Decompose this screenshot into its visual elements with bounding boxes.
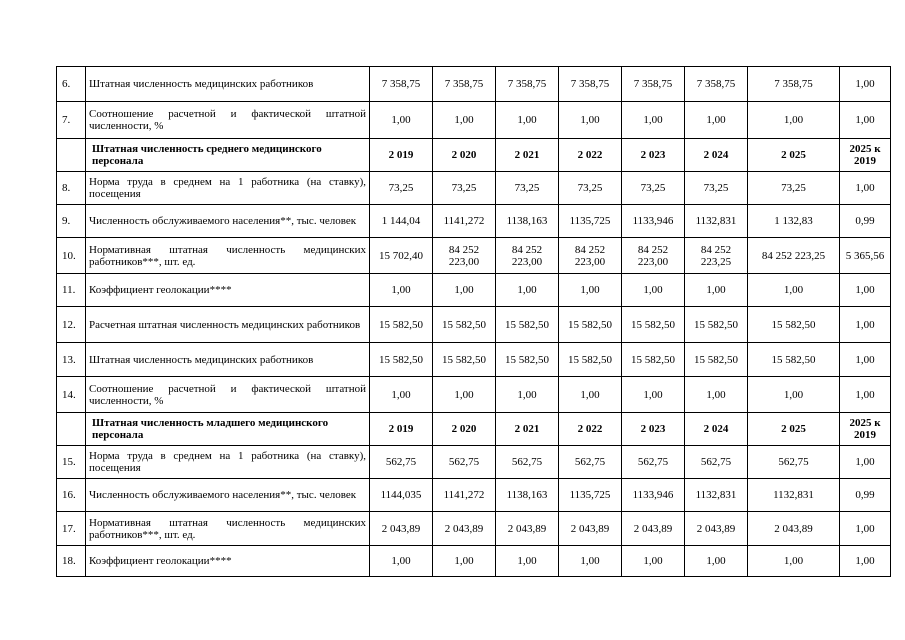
value-cell: 15 582,50 <box>433 343 496 377</box>
table-row <box>57 446 891 479</box>
value-cell: 1,00 <box>685 274 748 307</box>
value-cell: 7 358,75 <box>748 67 840 102</box>
year-header-cell: 2 019 <box>370 139 433 172</box>
value-cell: 1132,831 <box>685 205 748 238</box>
value-cell: 2 043,89 <box>370 512 433 546</box>
value-cell: 1,00 <box>559 377 622 413</box>
value-cell: 1,00 <box>433 274 496 307</box>
value-cell: 1,00 <box>840 307 891 343</box>
value-cell: 84 252 223,00 <box>433 238 496 274</box>
value-cell: 1,00 <box>748 377 840 413</box>
row-label: Соотношение расчетной и фактической штатной численности, % <box>86 377 370 413</box>
value-cell: 15 702,40 <box>370 238 433 274</box>
row-number: 16. <box>57 479 86 512</box>
value-cell: 84 252 223,00 <box>559 238 622 274</box>
value-cell: 1,00 <box>370 102 433 139</box>
value-cell: 15 582,50 <box>685 343 748 377</box>
value-cell: 1,00 <box>370 274 433 307</box>
table-row <box>57 343 891 377</box>
year-header-cell: 2 023 <box>622 413 685 446</box>
value-cell: 1,00 <box>433 546 496 577</box>
row-number: 13. <box>57 343 86 377</box>
value-cell: 7 358,75 <box>496 67 559 102</box>
value-cell: 1,00 <box>748 274 840 307</box>
value-cell: 1,00 <box>496 546 559 577</box>
value-cell: 1,00 <box>840 546 891 577</box>
year-header-cell: 2025 к 2019 <box>840 413 891 446</box>
value-cell: 562,75 <box>622 446 685 479</box>
value-cell: 2 043,89 <box>622 512 685 546</box>
year-header-cell: 2 020 <box>433 139 496 172</box>
value-cell: 2 043,89 <box>496 512 559 546</box>
value-cell: 1,00 <box>370 377 433 413</box>
value-cell: 1141,272 <box>433 205 496 238</box>
value-cell: 1132,831 <box>685 479 748 512</box>
table-row <box>57 274 891 307</box>
value-cell: 1135,725 <box>559 205 622 238</box>
row-number <box>57 413 86 446</box>
value-cell: 1,00 <box>840 172 891 205</box>
value-cell: 7 358,75 <box>685 67 748 102</box>
value-cell: 7 358,75 <box>622 67 685 102</box>
year-header-cell: 2 025 <box>748 413 840 446</box>
value-cell: 1,00 <box>840 512 891 546</box>
value-cell: 73,25 <box>370 172 433 205</box>
value-cell: 1138,163 <box>496 479 559 512</box>
value-cell: 1,00 <box>433 377 496 413</box>
value-cell: 1,00 <box>685 546 748 577</box>
row-label: Соотношение расчетной и фактической штатной численности, % <box>86 102 370 139</box>
value-cell: 0,99 <box>840 479 891 512</box>
value-cell: 1,00 <box>840 274 891 307</box>
row-label: Нормативная штатная численность медицинских работников***, шт. ед. <box>86 238 370 274</box>
value-cell: 1 144,04 <box>370 205 433 238</box>
row-label: Численность обслуживаемого населения**, тыс. человек <box>86 479 370 512</box>
value-cell: 1,00 <box>496 102 559 139</box>
row-label: Нормативная штатная численность медицинских работников***, шт. ед. <box>86 512 370 546</box>
table-row <box>57 205 891 238</box>
year-header-cell: 2025 к 2019 <box>840 139 891 172</box>
table-header-row <box>57 413 891 446</box>
row-number: 14. <box>57 377 86 413</box>
row-number: 12. <box>57 307 86 343</box>
value-cell: 562,75 <box>433 446 496 479</box>
row-number: 10. <box>57 238 86 274</box>
row-label: Штатная численность медицинских работников <box>86 67 370 102</box>
year-header-cell: 2 021 <box>496 413 559 446</box>
value-cell: 15 582,50 <box>370 307 433 343</box>
year-header-cell: 2 024 <box>685 413 748 446</box>
value-cell: 15 582,50 <box>433 307 496 343</box>
value-cell: 562,75 <box>748 446 840 479</box>
value-cell: 1,00 <box>559 274 622 307</box>
value-cell: 15 582,50 <box>685 307 748 343</box>
value-cell: 73,25 <box>685 172 748 205</box>
value-cell: 562,75 <box>496 446 559 479</box>
value-cell: 5 365,56 <box>840 238 891 274</box>
value-cell: 1144,035 <box>370 479 433 512</box>
value-cell: 1,00 <box>622 546 685 577</box>
staffing-table <box>56 66 891 577</box>
value-cell: 15 582,50 <box>559 307 622 343</box>
row-label: Расчетная штатная численность медицинских работников <box>86 307 370 343</box>
table-row <box>57 102 891 139</box>
value-cell: 1133,946 <box>622 479 685 512</box>
row-label: Коэффициент геолокации**** <box>86 274 370 307</box>
value-cell: 73,25 <box>496 172 559 205</box>
table-body <box>57 67 891 577</box>
year-header-cell: 2 022 <box>559 413 622 446</box>
value-cell: 562,75 <box>559 446 622 479</box>
value-cell: 84 252 223,00 <box>622 238 685 274</box>
table-row <box>57 172 891 205</box>
value-cell: 0,99 <box>840 205 891 238</box>
value-cell: 1,00 <box>685 102 748 139</box>
value-cell: 1,00 <box>840 377 891 413</box>
value-cell: 1133,946 <box>622 205 685 238</box>
table-row <box>57 546 891 577</box>
row-label: Численность обслуживаемого населения**, тыс. человек <box>86 205 370 238</box>
value-cell: 15 582,50 <box>559 343 622 377</box>
row-number: 15. <box>57 446 86 479</box>
row-number: 9. <box>57 205 86 238</box>
value-cell: 1,00 <box>622 102 685 139</box>
table-row <box>57 377 891 413</box>
value-cell: 1141,272 <box>433 479 496 512</box>
table-row <box>57 238 891 274</box>
row-label: Штатная численность младшего медицинского персонала <box>86 413 370 446</box>
value-cell: 73,25 <box>622 172 685 205</box>
value-cell: 73,25 <box>559 172 622 205</box>
value-cell: 1,00 <box>559 546 622 577</box>
value-cell: 15 582,50 <box>370 343 433 377</box>
year-header-cell: 2 024 <box>685 139 748 172</box>
row-label: Штатная численность среднего медицинского персонала <box>86 139 370 172</box>
row-number: 8. <box>57 172 86 205</box>
value-cell: 1,00 <box>748 546 840 577</box>
value-cell: 1,00 <box>496 377 559 413</box>
year-header-cell: 2 025 <box>748 139 840 172</box>
value-cell: 1132,831 <box>748 479 840 512</box>
value-cell: 1,00 <box>622 377 685 413</box>
row-number: 17. <box>57 512 86 546</box>
value-cell: 1,00 <box>840 343 891 377</box>
row-label: Коэффициент геолокации**** <box>86 546 370 577</box>
row-number: 11. <box>57 274 86 307</box>
table-row <box>57 512 891 546</box>
year-header-cell: 2 019 <box>370 413 433 446</box>
row-number: 7. <box>57 102 86 139</box>
value-cell: 15 582,50 <box>496 307 559 343</box>
value-cell: 1,00 <box>370 546 433 577</box>
row-number: 18. <box>57 546 86 577</box>
value-cell: 2 043,89 <box>748 512 840 546</box>
value-cell: 7 358,75 <box>370 67 433 102</box>
row-label: Норма труда в среднем на 1 работника (на ставку), посещения <box>86 172 370 205</box>
value-cell: 2 043,89 <box>433 512 496 546</box>
row-label: Штатная численность медицинских работников <box>86 343 370 377</box>
value-cell: 15 582,50 <box>496 343 559 377</box>
value-cell: 1,00 <box>496 274 559 307</box>
value-cell: 73,25 <box>748 172 840 205</box>
value-cell: 1,00 <box>748 102 840 139</box>
value-cell: 1 132,83 <box>748 205 840 238</box>
value-cell: 7 358,75 <box>559 67 622 102</box>
value-cell: 7 358,75 <box>433 67 496 102</box>
value-cell: 2 043,89 <box>559 512 622 546</box>
value-cell: 1,00 <box>559 102 622 139</box>
value-cell: 84 252 223,00 <box>496 238 559 274</box>
value-cell: 84 252 223,25 <box>685 238 748 274</box>
row-label: Норма труда в среднем на 1 работника (на ставку), посещения <box>86 446 370 479</box>
value-cell: 562,75 <box>685 446 748 479</box>
value-cell: 2 043,89 <box>685 512 748 546</box>
value-cell: 15 582,50 <box>622 343 685 377</box>
value-cell: 1,00 <box>840 67 891 102</box>
table-row <box>57 67 891 102</box>
value-cell: 1,00 <box>685 377 748 413</box>
year-header-cell: 2 023 <box>622 139 685 172</box>
value-cell: 73,25 <box>433 172 496 205</box>
value-cell: 1,00 <box>840 102 891 139</box>
row-number: 6. <box>57 67 86 102</box>
value-cell: 15 582,50 <box>748 307 840 343</box>
value-cell: 1,00 <box>622 274 685 307</box>
year-header-cell: 2 021 <box>496 139 559 172</box>
value-cell: 562,75 <box>370 446 433 479</box>
value-cell: 1,00 <box>433 102 496 139</box>
value-cell: 15 582,50 <box>622 307 685 343</box>
value-cell: 15 582,50 <box>748 343 840 377</box>
row-number <box>57 139 86 172</box>
year-header-cell: 2 020 <box>433 413 496 446</box>
value-cell: 1135,725 <box>559 479 622 512</box>
value-cell: 84 252 223,25 <box>748 238 840 274</box>
table-row <box>57 479 891 512</box>
year-header-cell: 2 022 <box>559 139 622 172</box>
table-row <box>57 307 891 343</box>
table-header-row <box>57 139 891 172</box>
value-cell: 1,00 <box>840 446 891 479</box>
value-cell: 1138,163 <box>496 205 559 238</box>
